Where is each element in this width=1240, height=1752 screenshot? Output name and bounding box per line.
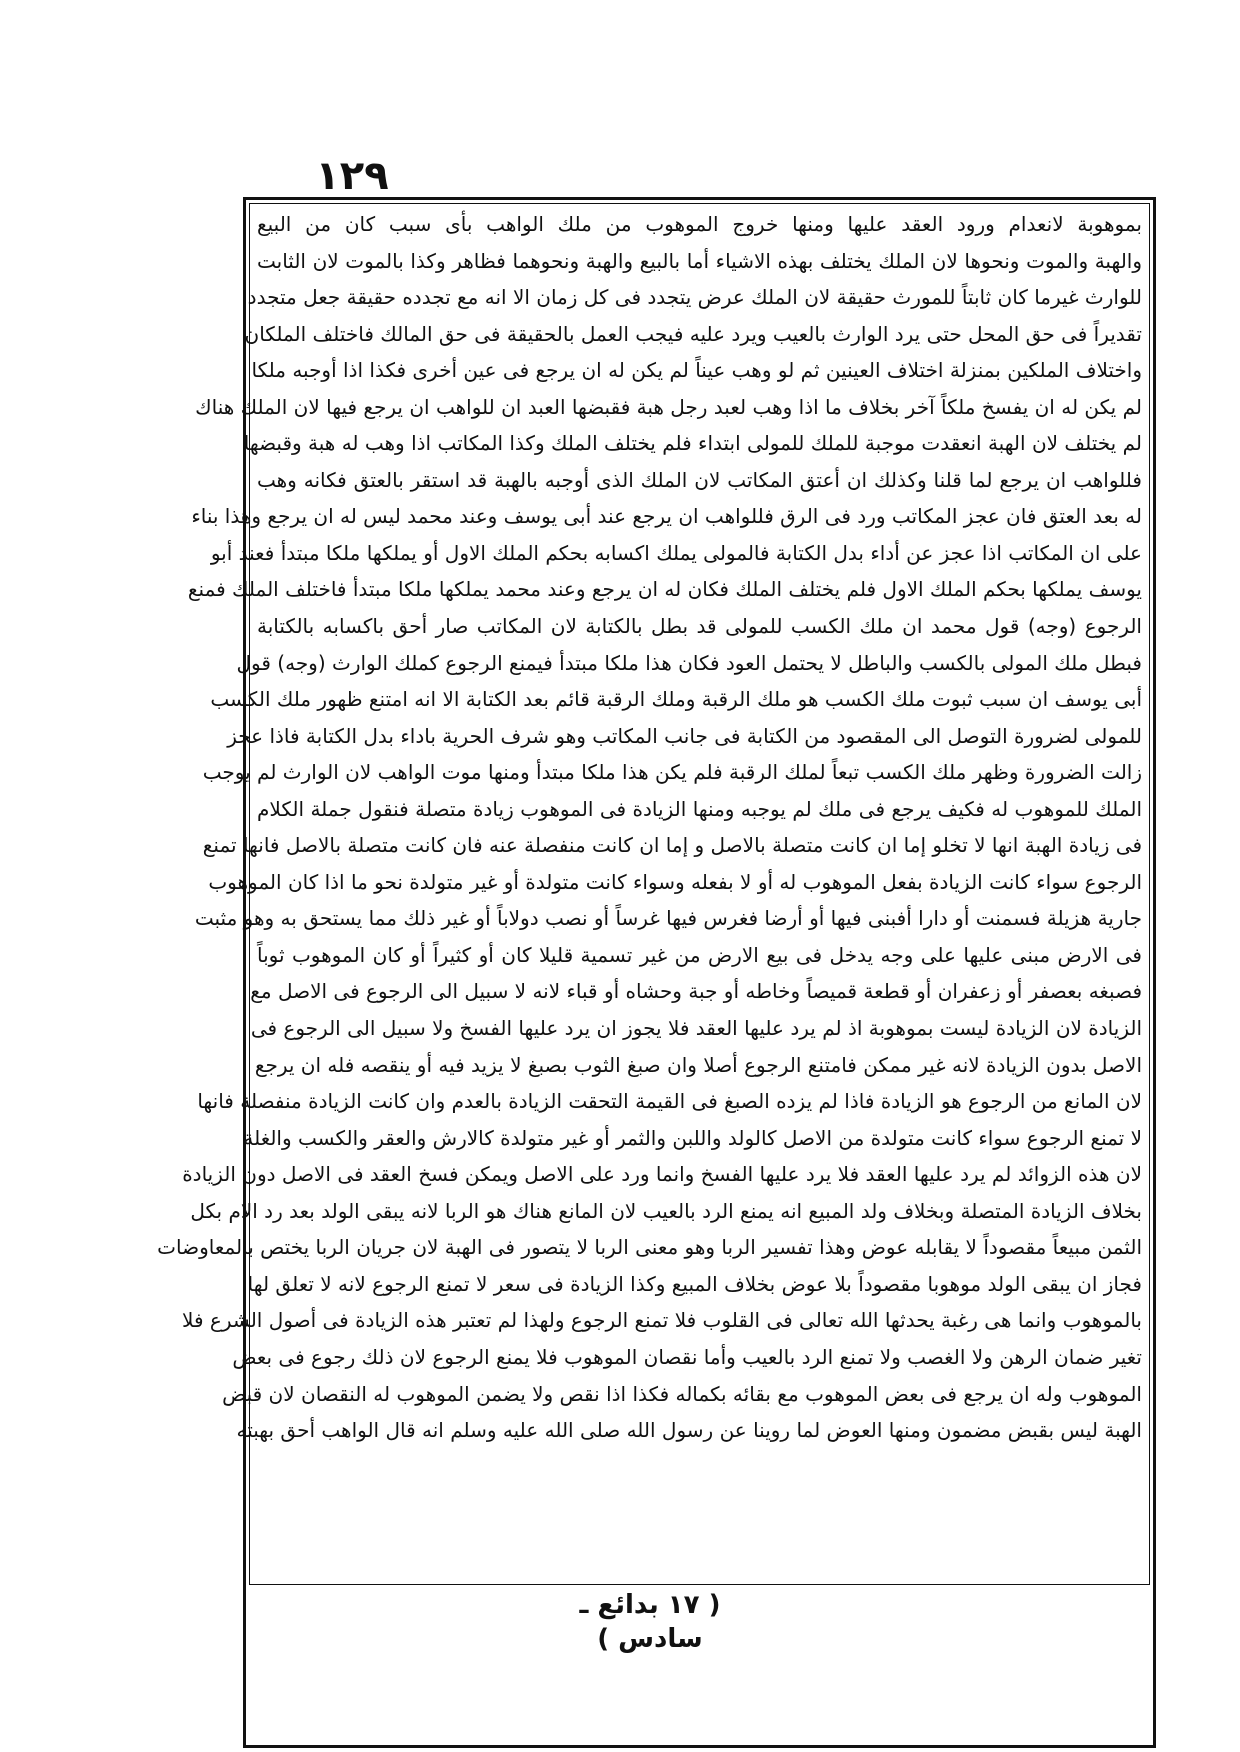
text-line: لان المانع من الرجوع هو الزيادة فاذا لم يزده الصبغ فى القيمة التحقت الزيادة بالعدم وان كانت الزيادة منفصلة فانها [197,1089,1142,1114]
text-line: بخلاف الزيادة المتصلة وبخلاف ولد المبيع انه يمنع الرد بالعيب لان المانع هناك هو الربا لانه يبقى الولد بعد رد الام بكل [190,1198,1142,1223]
text-line: الهبة ليس بقبض مضمون ومنها العوض لما روينا عن رسول الله صلى الله عليه وسلم انه قال الواهب أحق بهبته [236,1418,1142,1443]
text-line: أبى يوسف ان سبب ثبوت ملك الكسب هو ملك الرقبة وملك الرقبة قائم بعد الكتابة الا انه امتنع ظهور ملك الكسب [210,687,1142,712]
text-line: على ان المكاتب اذا عجز عن أداء بدل الكتابة فالمولى يملك اكسابه بحكم الملك الاول أو يملكها ملكا مبتدأ فعند أبو [210,540,1142,565]
text-line: له بعد العتق فان عجز المكاتب ورد فى الرق فللواهب ان يرجع عند أبى يوسف وعند محمد ليس له ان يرجع وهذا بناء [191,504,1142,529]
text-line: الرجوع (وجه) قول محمد ان ملك الكسب للمولى قد بطل بالكتابة لان المكاتب صار أحق باكسابه بالكتابة [257,614,1142,639]
text-line: زالت الضرورة وظهر ملك الكسب تبعاً لملك الرقبة فلم يكن هذا ملكا مبتدأ ومنها موت الواهب لان الوارث لم يوجب [202,760,1142,785]
text-line: فى زيادة الهبة انها لا تخلو إما ان كانت متصلة بالاصل و إما ان كانت منفصلة عنه فان كانت متصلة بالاصل فانها تمنع [202,833,1142,858]
text-line: والهبة والموت ونحوها لان الملك يختلف بهذه الاشياء أما بالبيع والهبة ونحوهما فظاهر وكذا بالموت لان الثابت [257,248,1142,273]
text-line: لان هذه الزوائد لم يرد عليها العقد فلا يرد عليها الفسخ وانما ورد على الاصل ويمكن فسخ العقد فى الاصل دون الزيادة [182,1162,1142,1187]
text-line: لم يكن له ان يفسخ ملكاً آخر بخلاف ما اذا وهب لعبد رجل هبة فقبضها العبد ان للواهب ان يرجع فيها لان الملك هناك [195,394,1142,419]
text-line: الموهوب وله ان يرجع فى بعض الموهوب مع بقائه بكماله فكذا اذا نقص ولا يضمن الموهوب له النقصان لان قبض [222,1381,1142,1406]
text-line [257,1485,1142,1522]
text-line: بموهوبة لانعدام ورود العقد عليها ومنها خروج الموهوب من ملك الواهب بأى سبب كان من البيع [257,212,1142,236]
text-line: للوارث غيرما كان ثابتاً للمورث حقيقة لان الملك عرض يتجدد فى كل زمان الا انه مع تجدده حقيقة جعل متجددا [242,285,1142,310]
text-line: يوسف يملكها بحكم الملك الاول فلم يختلف الملك فكان له ان يرجع وعند محمد يملكها ملكا مبتدأ فاختلف الملك فمنع [187,577,1142,602]
text-line: الملك للموهوب له فكيف يرجع فى ملك لم يوجبه ومنها الزيادة فى الموهوب زيادة متصلة فنقول جملة الكلام [257,796,1142,821]
text-line: فللواهب ان يرجع لما قلنا وكذلك ان أعتق المكاتب لان الملك الذى أوجبه بالهبة قد استقر بالعتق فكانه وهب [257,467,1142,492]
text-line: لم يختلف لان الهبة انعقدت موجبة للملك للمولى ابتداء فلم يختلف الملك وكذا المكاتب اذا وهب له هبة وقبضها [243,431,1142,456]
text-line: الرجوع سواء كانت الزيادة بفعل الموهوب له أو لا بفعله وسواء كانت متولدة أو غير متولدة نحو ما اذا كان الموهوب [208,869,1142,894]
text-line: الزيادة لان الزيادة ليست بموهوبة اذ لم يرد عليها العقد فلا يجوز ان يرد عليها الفسخ ولا سبيل الى الرجوع فى [250,1016,1142,1041]
text-line: الاصل بدون الزيادة لانه غير ممكن فامتنع الرجوع أصلا وان صبغ الثوب بصبغ لا يزيد فيه أو ينقصه فله ان يرجع [254,1052,1142,1077]
footer-signature: ( ١٧ بدائع ـ سادس ) [579,1590,721,1654]
text-line: تغير ضمان الرهن ولا الغصب ولا تمنع الرد بالعيب وأما نقصان الموهوب فلا يمنع الرجوع لان ذلك رجوع فى بعض [232,1344,1142,1369]
text-line: فجاز ان يبقى الولد موهوبا مقصوداً بلا عوض بخلاف المبيع وكذا الزيادة فى سعر لا تمنع الرجوع لانه لا تعلق لها [247,1271,1142,1296]
text-line: واختلاف الملكين بمنزلة اختلاف العينين ثم لو وهب عيناً لم يكن له ان يرجع فى عين أخرى فكذا اذا أوجبه ملكا [251,358,1142,383]
text-line: الثمن مبيعاً مقصوداً لا يقابله عوض وهذا تفسير الربا وهو معنى الربا لا يتصور فى الهبة لان جريان الربا يختص بالمعاوضات [157,1235,1142,1260]
text-line: تقديراً فى حق المحل حتى يرد الوارث بالعيب ويرد عليه فيجب العمل بالحقيقة فى حق المالك فاختلف الملكان [244,321,1142,346]
text-line: لا تمنع الرجوع سواء كانت متولدة من الاصل كالولد واللبن والثمر أو غير متولدة كالارش والعقر والكسب والغلة [243,1125,1142,1150]
text-line: فصبغه بعصفر أو زعفران أو قطعة قميصاً وخاطه أو جبة وحشاه أو قباء لانه لا سبيل الى الرجوع فى الاصل مع [250,979,1142,1004]
document-text-body [157,206,1142,1582]
page-number: ١٢٩ [315,153,389,199]
text-line: بالموهوب وانما هى رغبة يحدثها الله تعالى فى القلوب فلا تمنع الرجوع ولهذا لم تعتبر هذه الزيادة فى أصول الشرع فلا [182,1308,1142,1333]
text-line [257,1449,1142,1486]
text-line: جارية هزيلة فسمنت أو دارا أفبنى فيها أو أرضا فغرس فيها غرساً أو نصب دولاباً أو غير ذلك مما يستحق به وهو مثبت [194,906,1142,931]
text-line: فى الارض مبنى عليها على وجه يدخل فى بيع الارض من غير تسمية قليلا كان أو كثيراً أو كان الموهوب ثوباً [257,942,1142,967]
text-line: فبطل ملك المولى بالكسب والباطل لا يحتمل العود فكان هذا ملكا مبتدأ فيمنع الرجوع كملك الوارث (وجه) قول [236,650,1142,675]
text-line [257,1522,1142,1559]
text-line: للمولى لضرورة التوصل الى المقصود من الكتابة فى جانب المكاتب وهو شرف الحرية باداء بدل الكتابة فاذا عجز [227,723,1142,748]
